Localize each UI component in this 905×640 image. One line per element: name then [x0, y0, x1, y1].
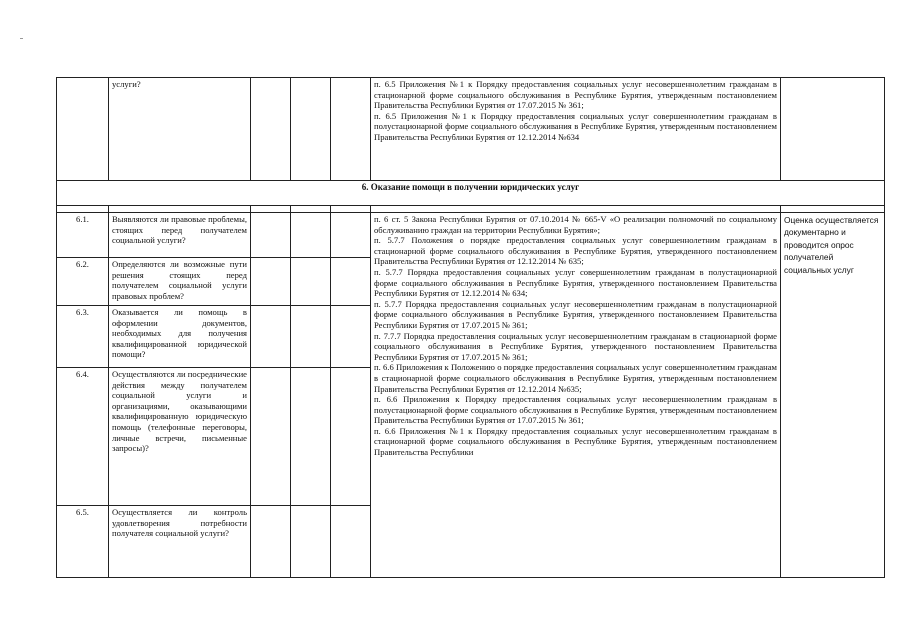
reference-item: п. 6.6 Приложения к Порядку предоставления социальных услуг несовершеннолетним гражданам в полустационарной форме социального обслуживания в Республике Бурятия, утвержденным постановлением Правительства Республики Бурятия от 17.07.2015 № 361;	[374, 394, 777, 426]
empty-cell	[331, 78, 371, 181]
empty-cell	[291, 213, 331, 258]
spacer-row	[57, 206, 885, 213]
reference-cell	[371, 78, 781, 181]
empty-cell	[251, 78, 291, 181]
reference-item: п. 7.7.7 Порядка предоставления социальных услуг несовершеннолетним гражданам в стационарной форме социального обслуживания в Республике Бурятия, утвержденного постановлением Правительства Республики Бурятия от 17.07.2015 № 361;	[374, 330, 777, 362]
reference-item: п. 6 ст. 5 Закона Республики Бурятия от 07.10.2014 № 665-V «О реализации полномочий по социальному обслуживанию граждан на территории Республики Бурятия»;	[374, 214, 777, 235]
reference-item: п. 6.5 Приложения №1 к Порядку предоставления социальных услуг несовершеннолетним гражданам в стационарной форме социального обслуживания в Республике Бурятия, утвержденным постановлением Правительства Республики Бурятия от 17.07.2015 № 361;	[374, 79, 777, 111]
empty-cell	[251, 258, 291, 306]
empty-cell	[291, 306, 331, 368]
question-cell: Осуществляются ли посреднические действия между получателем социальной услуги и организациями, оказывающими квалифицированную юридическую помощь (телефонные переговоры, личные встречи, письменные запросы)?	[109, 368, 251, 506]
criteria-table	[56, 77, 885, 578]
reference-item: п. 6.6 Приложения к Положению о порядке предоставления социальных услуг совершеннолетним гражданам в стационарной форме социального обслуживания в Республике Бурятия, утвержденным постановлением Правительства Республики Бурятия от 12.12.2014 №635;	[374, 362, 777, 394]
table-row	[57, 213, 885, 258]
empty-cell	[331, 306, 371, 368]
item-number: 6.1.	[57, 213, 109, 258]
empty-cell	[291, 368, 331, 506]
item-number: 6.3.	[57, 306, 109, 368]
empty-cell	[331, 258, 371, 306]
empty-cell	[251, 506, 291, 578]
empty-cell	[291, 78, 331, 181]
question-cell: услуги?	[109, 78, 251, 181]
section-title: 6. Оказание помощи в получении юридических услуг	[57, 181, 885, 206]
reference-cell	[371, 213, 781, 578]
assessment-note: Оценка осуществляется документарно и проводится опрос получателей социальных услуг	[781, 213, 885, 578]
note-cell	[781, 78, 885, 181]
empty-cell	[291, 258, 331, 306]
number-cell	[57, 78, 109, 181]
empty-cell	[251, 213, 291, 258]
section-header-row	[57, 181, 885, 206]
question-cell: Оказывается ли помощь в оформлении документов, необходимых для получения квалифицированной юридической помощи?	[109, 306, 251, 368]
reference-item: п. 5.7.7 Порядка предоставления социальных услуг несовершеннолетним гражданам в полустационарной форме социального обслуживания в Республике Бурятия, утвержденного постановлением Правительства Республики Бурятия от 17.07.2015 № 361;	[374, 298, 777, 330]
reference-item: п. 5.7.7 Положения о порядке предоставления социальных услуг совершеннолетним гражданам в стационарной форме социального обслуживания в Республике Бурятия, утвержденного постановлением Правительства Республики Бурятия от 12.12.2014 № 635;	[374, 235, 777, 267]
reference-item: п. 5.7.7 Порядка предоставления социальных услуг совершеннолетним гражданам в полустационарной форме социального обслуживания в Республике Бурятия, утвержденного постановлением Правительства Республики Бурятия от 12.12.2014 № 634;	[374, 266, 777, 299]
empty-cell	[331, 213, 371, 258]
question-cell: Выявляются ли правовые проблемы, стоящих перед получателем социальной услуги?	[109, 213, 251, 258]
scan-mark	[20, 38, 23, 39]
question-cell: Осуществляется ли контроль удовлетворения потребности получателя социальной услуги?	[109, 506, 251, 578]
empty-cell	[331, 368, 371, 506]
empty-cell	[331, 506, 371, 578]
table-row-continued	[57, 78, 885, 181]
empty-cell	[251, 306, 291, 368]
item-number: 6.5.	[57, 506, 109, 578]
empty-cell	[291, 506, 331, 578]
reference-item: п. 6.6 Приложения №1 к Порядку предоставления социальных услуг несовершеннолетним гражданам в стационарной форме социального обслуживания в Республике Бурятия, утвержденным постановлением Правительства Республики	[374, 425, 777, 458]
reference-item: п. 6.5 Приложения №1 к Порядку предоставления социальных услуг совершеннолетним гражданам в полустационарной форме социального обслуживания в Республике Бурятия, утвержденным постановлением Правительства Республики Бурятия от 12.12.2014 №634	[374, 110, 777, 142]
question-cell: Определяются ли возможные пути решения стоящих перед получателем социальной услуги правовых проблем?	[109, 258, 251, 306]
empty-cell	[251, 368, 291, 506]
item-number: 6.4.	[57, 368, 109, 506]
item-number: 6.2.	[57, 258, 109, 306]
